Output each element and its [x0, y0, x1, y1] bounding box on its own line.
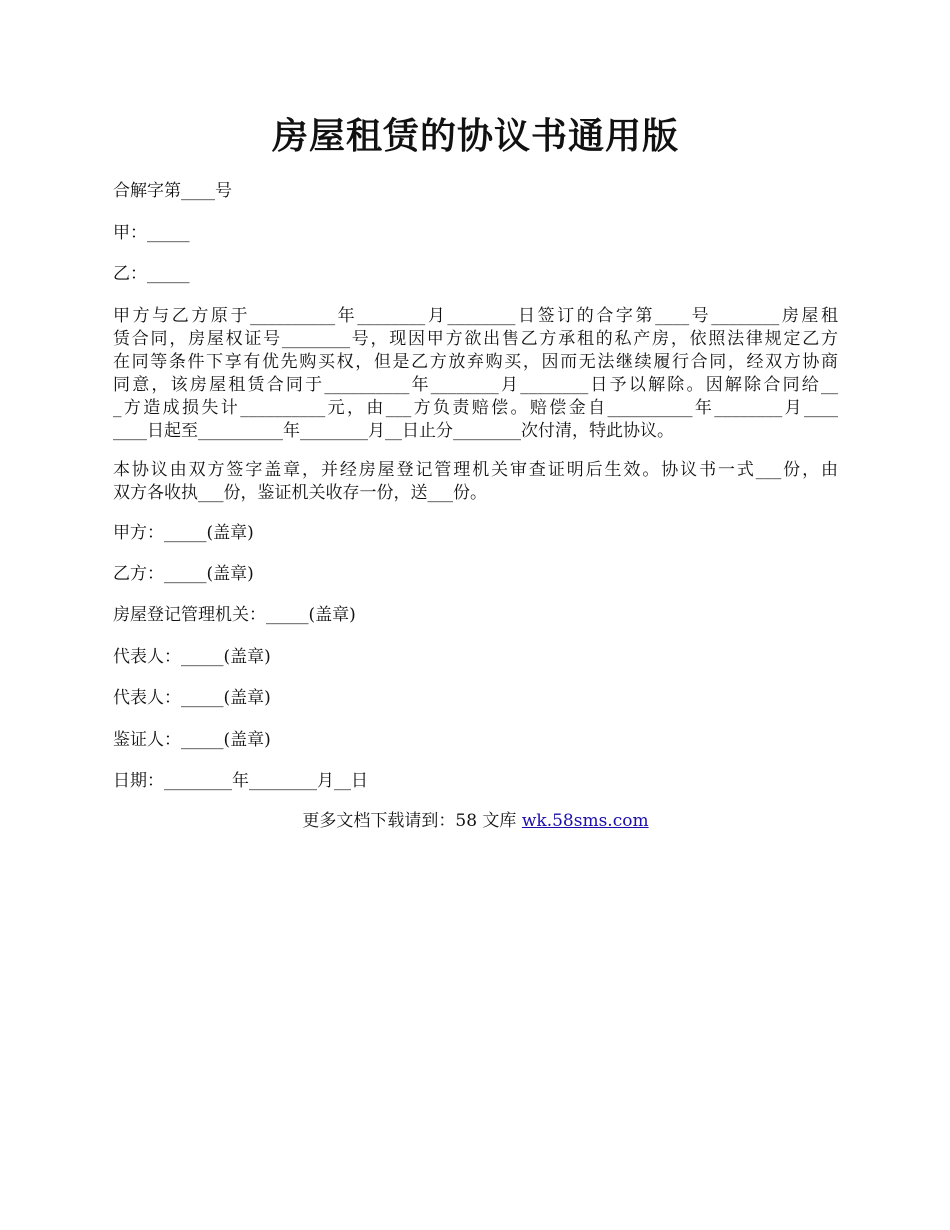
reference-number: 合解字第____号 [113, 181, 232, 201]
body-paragraph-1-line: 赁合同，房屋权证号________号，现因甲方欲出售乙方承租的私产房，依照法律规定乙方 [113, 329, 838, 349]
body-paragraph-1-line: ____日起至__________年________月__日止分________次付清，特此协议。 [113, 421, 674, 441]
body-paragraph-2-line: 双方各收执___份，鉴证机关收存一份，送___份。 [113, 483, 487, 503]
document-title: 房屋租赁的协议书通用版 [271, 115, 679, 157]
signature-party-b: 乙方：_____(盖章) [113, 564, 254, 584]
body-paragraph-1-line: 同意，该房屋租赁合同于__________年________月________日予以解除。因解除合同给__ [113, 375, 838, 395]
footer [113, 810, 838, 833]
signature-representative-2: 代表人：_____(盖章) [113, 688, 271, 708]
party-a-line: 甲：_____ [113, 223, 190, 243]
footer-text: 更多文档下载请到：58 文库 [302, 811, 522, 831]
signature-date: 日期：________年________月__日 [113, 771, 368, 791]
signature-registry: 房屋登记管理机关：_____(盖章) [113, 605, 356, 625]
signature-party-a: 甲方：_____(盖章) [113, 523, 254, 543]
signature-witness: 鉴证人：_____(盖章) [113, 730, 271, 750]
party-b-line: 乙：_____ [113, 264, 190, 284]
body-paragraph-1 [113, 305, 838, 443]
footer-link[interactable]: wk.58sms.com [521, 811, 649, 831]
signature-representative-1: 代表人：_____(盖章) [113, 647, 271, 667]
body-paragraph-2-line: 本协议由双方签字盖章，并经房屋登记管理机关审查证明后生效。协议书一式___份，由 [113, 460, 838, 480]
body-paragraph-1-line: 在同等条件下享有优先购买权，但是乙方放弃购买，因而无法继续履行合同，经双方协商 [113, 352, 838, 372]
body-paragraph-1-line: 甲方与乙方原于__________年________月________日签订的合字第____号________房屋租 [113, 306, 838, 326]
body-paragraph-1-line: _方造成损失计__________元，由___方负责赔偿。赔偿金自__________年________月____ [113, 398, 838, 418]
body-paragraph-2 [113, 459, 838, 505]
